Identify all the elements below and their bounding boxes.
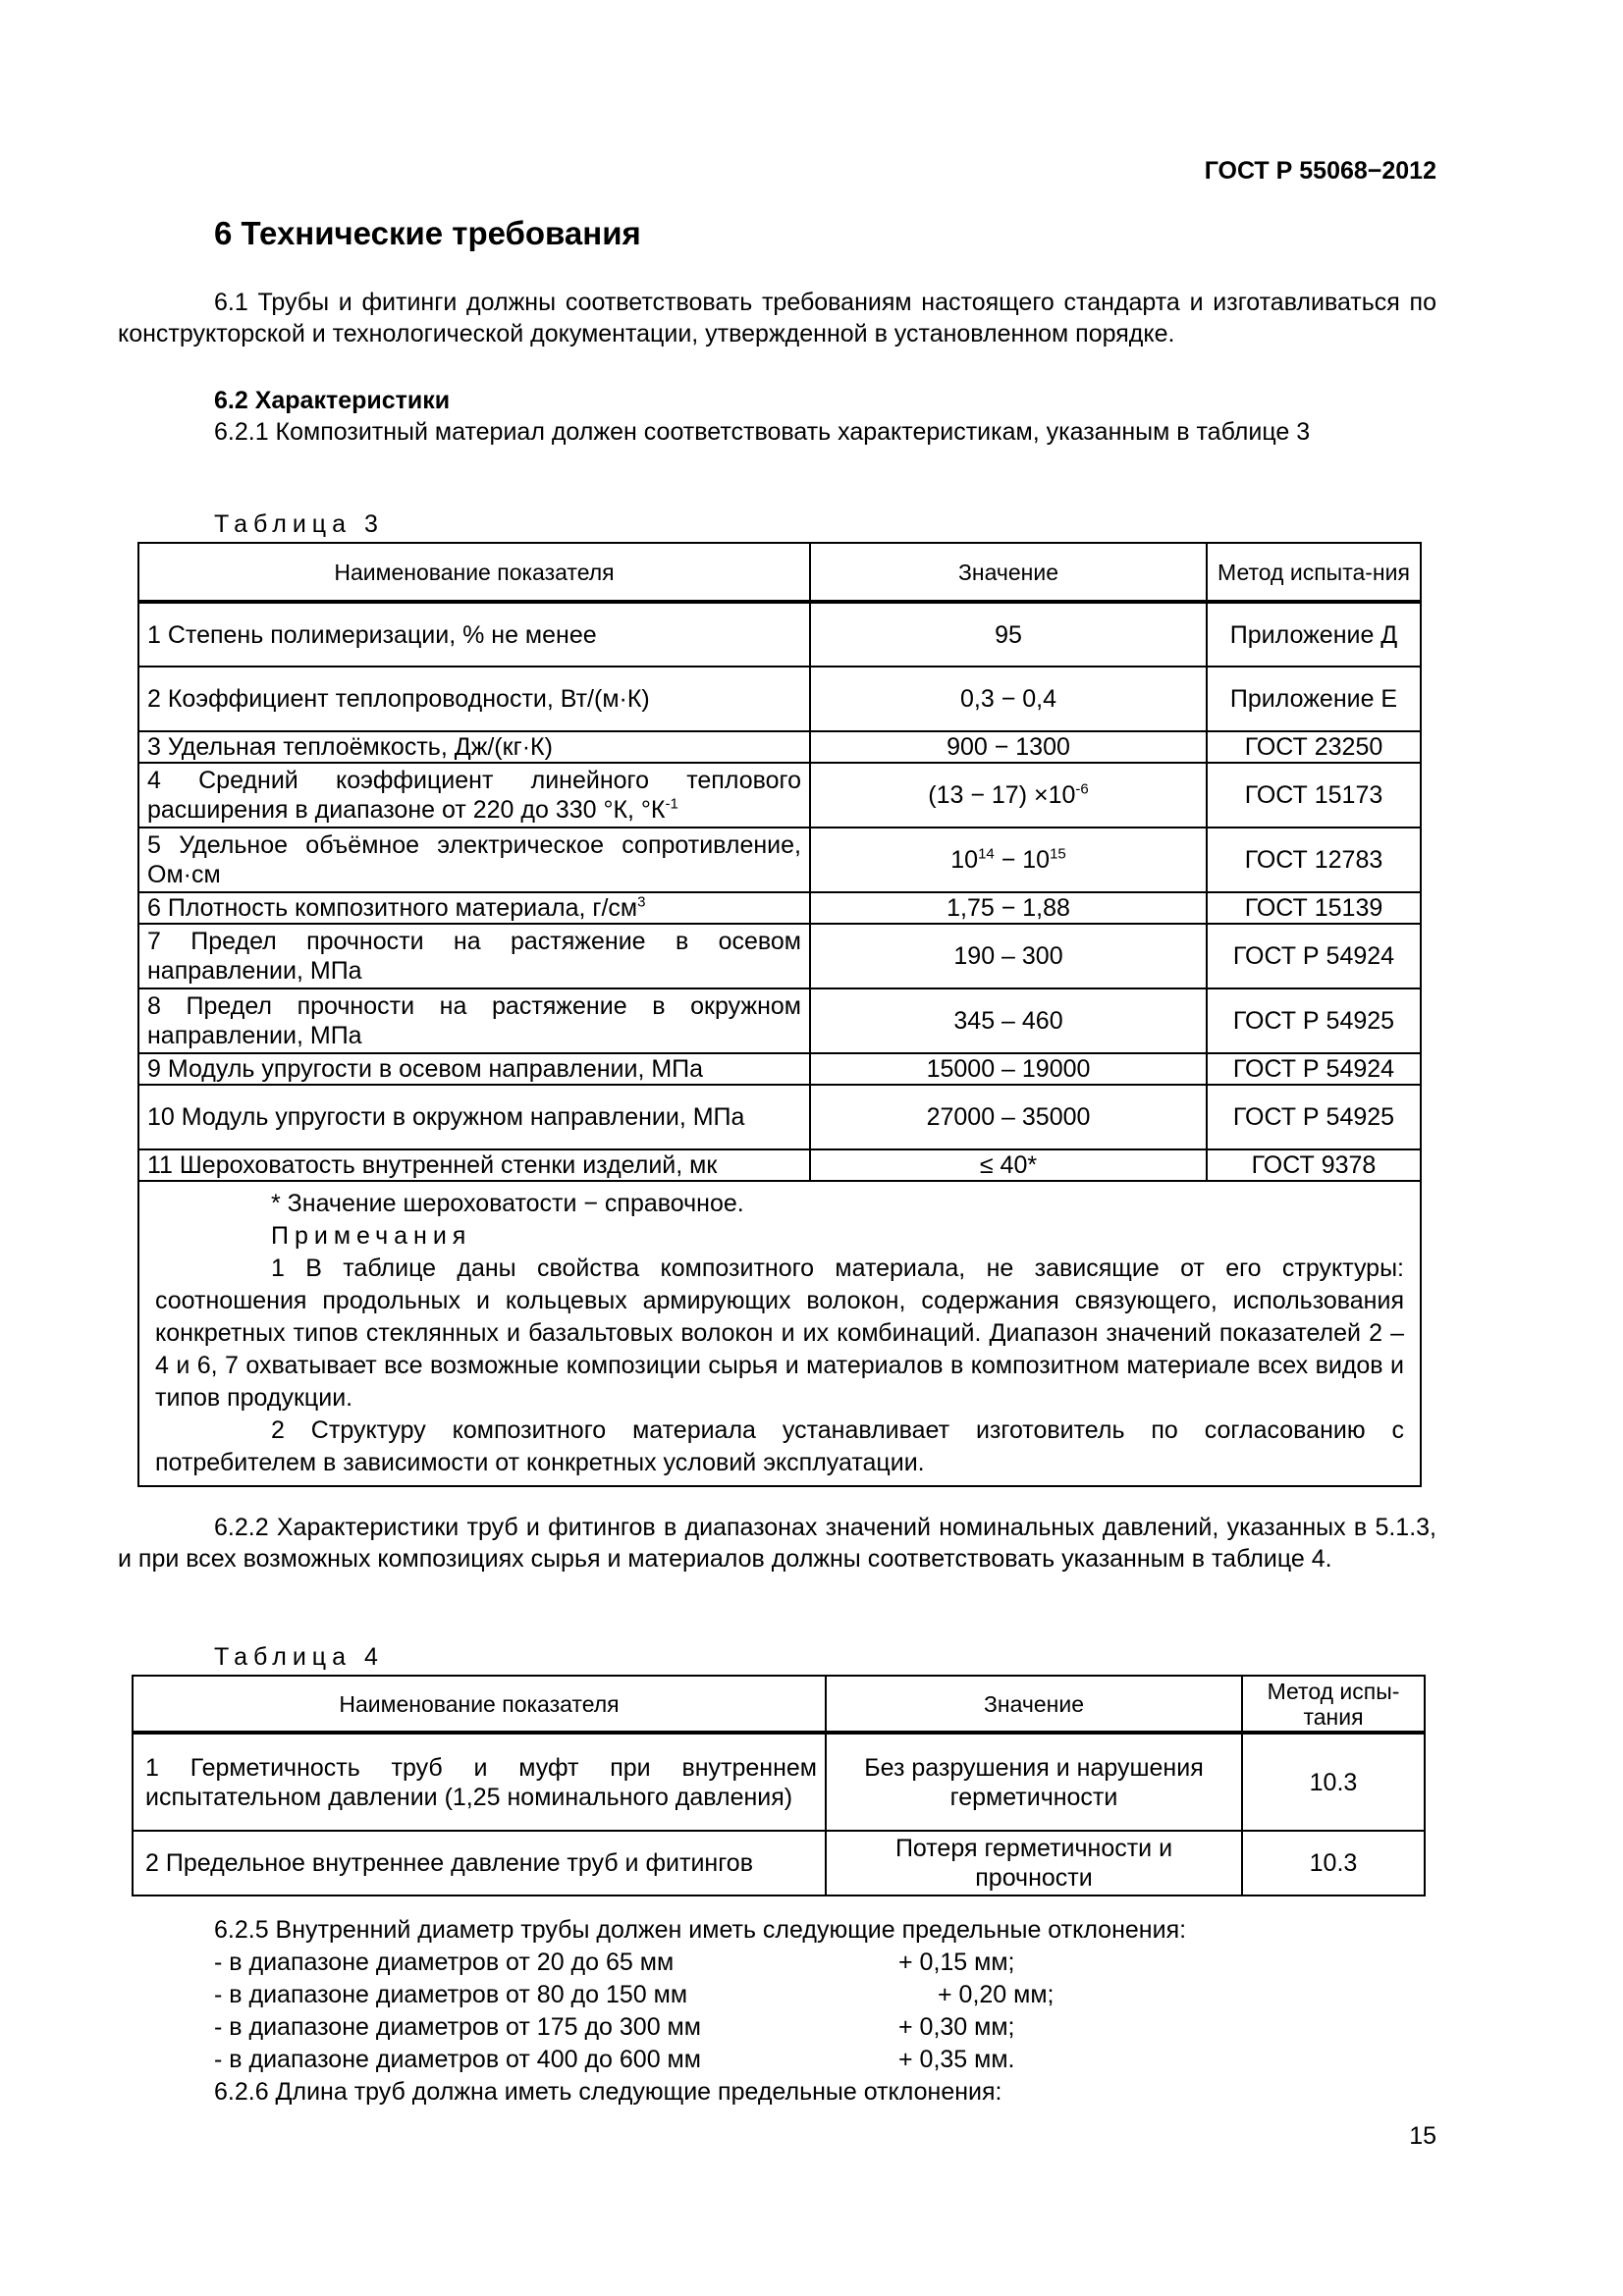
table-4 (132, 1675, 1426, 1896)
table-row (138, 763, 1421, 828)
row-value: ≤ 40* (810, 1149, 1207, 1181)
paragraph-6-2-1: 6.2.1 Композитный материал должен соответствовать характеристикам, указанным в таблице 3 (214, 418, 1311, 446)
table3-footnote: * Значение шероховатости − справочное. (271, 1190, 744, 1217)
row-value: 900 − 1300 (810, 731, 1207, 763)
page-number: 15 (1409, 2122, 1436, 2150)
row-method: ГОСТ 12783 (1207, 828, 1421, 892)
row-name: 11 Шероховатость внутренней стенки изделий, мк (138, 1149, 810, 1181)
row-name: 7 Предел прочности на растяжение в осевом направлении, МПа (138, 924, 810, 988)
row-value: 15000 – 19000 (810, 1053, 1207, 1085)
table-row (133, 1831, 1425, 1896)
list-item-tolerance: + 0,20 мм; (938, 1981, 1055, 2008)
row-name: 1 Герметичность труб и муфт при внутреннем испытательном давлении (1,25 номинального давления) (133, 1733, 826, 1831)
row-name: 8 Предел прочности на растяжение в окружном направлении, МПа (138, 988, 810, 1053)
list-item-tolerance: + 0,35 мм. (898, 2046, 1015, 2073)
row-name: 6 Плотность композитного материала, $г/см^3$ (138, 892, 810, 924)
list-item-tolerance: + 0,15 мм; (898, 1949, 1015, 1976)
row-value: Без разрушения и нарушения герметичности (826, 1733, 1242, 1831)
table3-header-method: Метод испыта-ния (1207, 543, 1421, 602)
row-method: Приложение Д (1207, 602, 1421, 667)
row-method: 10.3 (1242, 1733, 1425, 1831)
table4-header-value: Значение (826, 1676, 1242, 1733)
paragraph-6-2-6: 6.2.6 Длина труб должна иметь следующие предельные отклонения: (214, 2078, 1002, 2106)
notes-title: Примечания (271, 1222, 472, 1250)
row-value: 27000 – 35000 (810, 1085, 1207, 1149)
row-value: 190 – 300 (810, 924, 1207, 988)
row-name: 9 Модуль упругости в осевом направлении, МПа (138, 1053, 810, 1085)
row-name: 2 Предельное внутреннее давление труб и фитингов (133, 1831, 826, 1896)
table-row (138, 828, 1421, 892)
row-name: 10 Модуль упругости в окружном направлении, МПа (138, 1085, 810, 1149)
standard-header: ГОСТ Р 55068−2012 (1204, 157, 1436, 185)
row-value: 0,3 − 0,4 (810, 667, 1207, 731)
row-method: ГОСТ Р 54925 (1207, 988, 1421, 1053)
table-row (138, 988, 1421, 1053)
row-value: 95 (810, 602, 1207, 667)
table3-notes-row (138, 1181, 1421, 1486)
paragraph-6-2-2: 6.2.2 Характеристики труб и фитингов в диапазонах значений номинальных давлений, указанных в 5.1.3, и при всех возможных композициях сырья и материалов должны соответствовать указанным в таблице 4. (118, 1514, 1436, 1573)
row-name: 3 Удельная теплоёмкость, Дж/(кг·К) (138, 731, 810, 763)
table-row (138, 892, 1421, 924)
row-value: $(13 - 17) \times 10^{-6}$ (810, 763, 1207, 828)
row-name: 5 Удельное объёмное электрическое сопротивление, Ом·см (138, 828, 810, 892)
table3-header-value: Значение (810, 543, 1207, 602)
row-method: ГОСТ 15173 (1207, 763, 1421, 828)
list-item-tolerance: + 0,30 мм; (898, 2013, 1015, 2041)
row-value: 1,75 − 1,88 (810, 892, 1207, 924)
row-method: ГОСТ Р 54925 (1207, 1085, 1421, 1149)
paragraph-6-2-5: 6.2.5 Внутренний диаметр трубы должен иметь следующие предельные отклонения: (214, 1916, 1187, 1944)
table3-caption: Таблица 3 (214, 510, 384, 538)
table-row (138, 731, 1421, 763)
paragraph-6-2-title: 6.2 Характеристики (214, 387, 451, 414)
row-name: 2 Коэффициент теплопроводности, Вт/(м·К) (138, 667, 810, 731)
table4-header-method: Метод испы-тания (1242, 1676, 1425, 1733)
table3-header-name: Наименование показателя (138, 543, 810, 602)
row-method: 10.3 (1242, 1831, 1425, 1896)
table-row (138, 1085, 1421, 1149)
row-method: ГОСТ Р 54924 (1207, 1053, 1421, 1085)
table3-notes (138, 1181, 1421, 1486)
table-row (138, 602, 1421, 667)
table-3 (137, 542, 1422, 1487)
table-row (138, 1053, 1421, 1085)
row-method: ГОСТ Р 54924 (1207, 924, 1421, 988)
row-value: $10^{14} - 10^{15}$ (810, 828, 1207, 892)
list-item-range: - в диапазоне диаметров от 80 до 150 мм (214, 1981, 688, 2008)
section-title: 6 Технические требования (214, 215, 641, 251)
row-method: ГОСТ 9378 (1207, 1149, 1421, 1181)
list-item-range: - в диапазоне диаметров от 20 до 65 мм (214, 1949, 675, 1976)
table4-caption: Таблица 4 (214, 1643, 384, 1671)
table-row (138, 1149, 1421, 1181)
row-method: ГОСТ 23250 (1207, 731, 1421, 763)
row-name: 4 Средний коэффициент линейного теплового расширения в диапазоне от 220 до 330 °К, $^\circ К^{-1}$ (138, 763, 810, 828)
row-name: 1 Степень полимеризации, % не менее (138, 602, 810, 667)
row-method: Приложение Е (1207, 667, 1421, 731)
table-row (138, 924, 1421, 988)
row-value: 345 – 460 (810, 988, 1207, 1053)
paragraph-6-1: 6.1 Трубы и фитинги должны соответствовать требованиям настоящего стандарта и изготавливаться по конструкторской и технологической документации, утвержденной в установленном порядке. (118, 289, 1436, 347)
table4-header-name: Наименование показателя (133, 1676, 826, 1733)
table-row (133, 1733, 1425, 1831)
table-row (138, 667, 1421, 731)
note-2: 2 Структуру композитного материала устанавливает изготовитель по согласованию с потребителем в зависимости от конкретных условий эксплуатации. (155, 1416, 1404, 1476)
list-item-range: - в диапазоне диаметров от 175 до 300 мм (214, 2013, 701, 2041)
list-item-range: - в диапазоне диаметров от 400 до 600 мм (214, 2046, 701, 2073)
row-value: Потеря герметичности и прочности (826, 1831, 1242, 1896)
row-method: ГОСТ 15139 (1207, 892, 1421, 924)
note-1: 1 В таблице даны свойства композитного материала, не зависящие от его структуры: соотношения продольных и кольцевых армирующих волокон, содержания связующего, использования конкретных типов стеклянных и базальтовых волокон и их комбинаций. Диапазон значений показателей 2 – 4 и 6, 7 охватывает все возможные композиции сырья и материалов в композитном материале всех видов и типов продукции. (155, 1255, 1404, 1412)
